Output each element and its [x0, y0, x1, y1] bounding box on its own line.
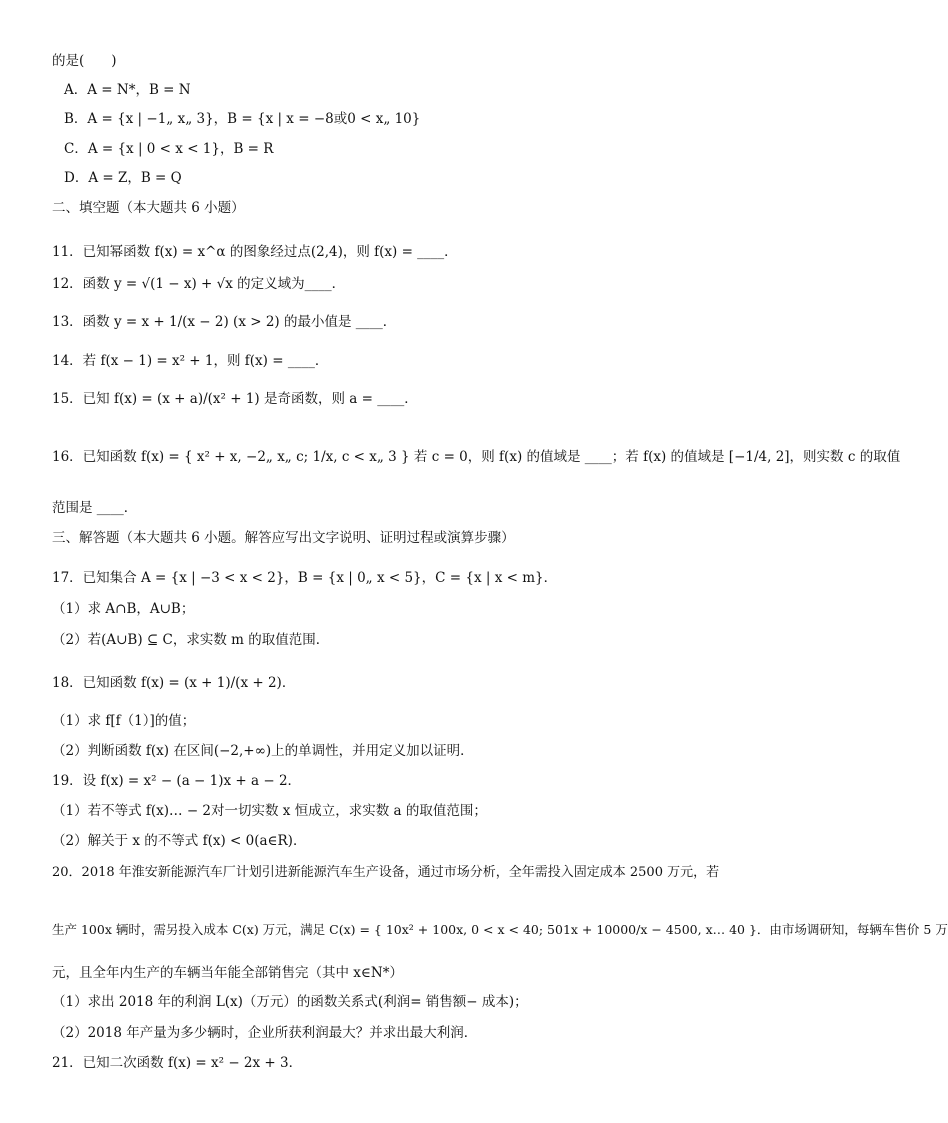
question-19-part-2: （2）解关于 x 的不等式 f(x) < 0(a∈R)．	[52, 833, 307, 849]
question-18: 18．已知函数 f(x) = (x + 1)/(x + 2)．	[52, 675, 296, 691]
question-17-part-1: （1）求 A∩B，A∪B；	[52, 601, 195, 617]
question-20-part-2: （2）2018 年产量为多少辆时，企业所获利润最大？并求出最大利润．	[52, 1025, 478, 1041]
question-18-part-2: （2）判断函数 f(x) 在区间(−2,+∞)上的单调性，并用定义加以证明．	[52, 743, 474, 759]
question-14: 14．若 f(x − 1) = x² + 1，则 f(x) = ____．	[52, 353, 329, 369]
section-heading-fill-in: 二、填空题（本大题共 6 小题）	[52, 200, 245, 216]
question-18-part-1: （1）求 f[f（1）]的值；	[52, 713, 196, 729]
option-b: B．A = {x | −1„ x„ 3}，B = {x | x = −8或0 < x„ 10}	[64, 111, 421, 127]
option-a: A．A = N*，B = N	[64, 82, 191, 98]
question-16-continued: 范围是 ____．	[52, 500, 138, 516]
question-19-part-1: （1）若不等式 f(x)… − 2对一切实数 x 恒成立，求实数 a 的取值范围；	[52, 803, 487, 819]
question-20-note: 元，且全年内生产的车辆当年能全部销售完（其中 x∈N*）	[52, 965, 403, 981]
question-15: 15．已知 f(x) = (x + a)/(x² + 1) 是奇函数，则 a = ____．	[52, 391, 418, 407]
question-20: 20．2018 年淮安新能源汽车厂计划引进新能源汽车生产设备，通过市场分析，全年需投入固定成本 2500 万元，若	[52, 865, 720, 880]
section-heading-answer: 三、解答题（本大题共 6 小题。解答应写出文字说明、证明过程或演算步骤）	[52, 530, 515, 546]
question-11: 11．已知幂函数 f(x) = x^α 的图象经过点(2,4)，则 f(x) = ____．	[52, 244, 458, 260]
question-19: 19．设 f(x) = x² − (a − 1)x + a − 2．	[52, 773, 302, 789]
question-17: 17．已知集合 A = {x | −3 < x < 2}，B = {x | 0„ x < 5}，C = {x | x < m}．	[52, 570, 558, 586]
question-20-continued: 生产 100x 辆时，需另投入成本 C(x) 万元，满足 C(x) = { 10x² + 100x, 0 < x < 40; 501x + 10000/x − 4500, x… 40 }．由市场调研知，每辆车售价 5 万	[52, 922, 948, 937]
question-tail: 的是( )	[52, 53, 117, 69]
question-21: 21．已知二次函数 f(x) = x² − 2x + 3．	[52, 1055, 303, 1071]
question-16: 16．已知函数 f(x) = { x² + x, −2„ x„ c; 1/x, c < x„ 3 } 若 c = 0，则 f(x) 的值域是 ____；若 f(x) 的值域是 [−1/4, 2]，则实数 c 的取值	[52, 449, 901, 465]
option-c: C．A = {x | 0 < x < 1}，B = R	[64, 141, 274, 157]
option-d: D．A = Z，B = Q	[64, 170, 182, 186]
question-17-part-2: （2）若(A∪B) ⊆ C，求实数 m 的取值范围．	[52, 632, 330, 648]
question-12: 12．函数 y = √(1 − x) + √x 的定义域为____．	[52, 276, 346, 292]
question-20-part-1: （1）求出 2018 年的利润 L(x)（万元）的函数关系式(利润= 销售额− 成本)；	[52, 994, 528, 1010]
question-13: 13．函数 y = x + 1/(x − 2) (x > 2) 的最小值是 ____．	[52, 314, 397, 330]
